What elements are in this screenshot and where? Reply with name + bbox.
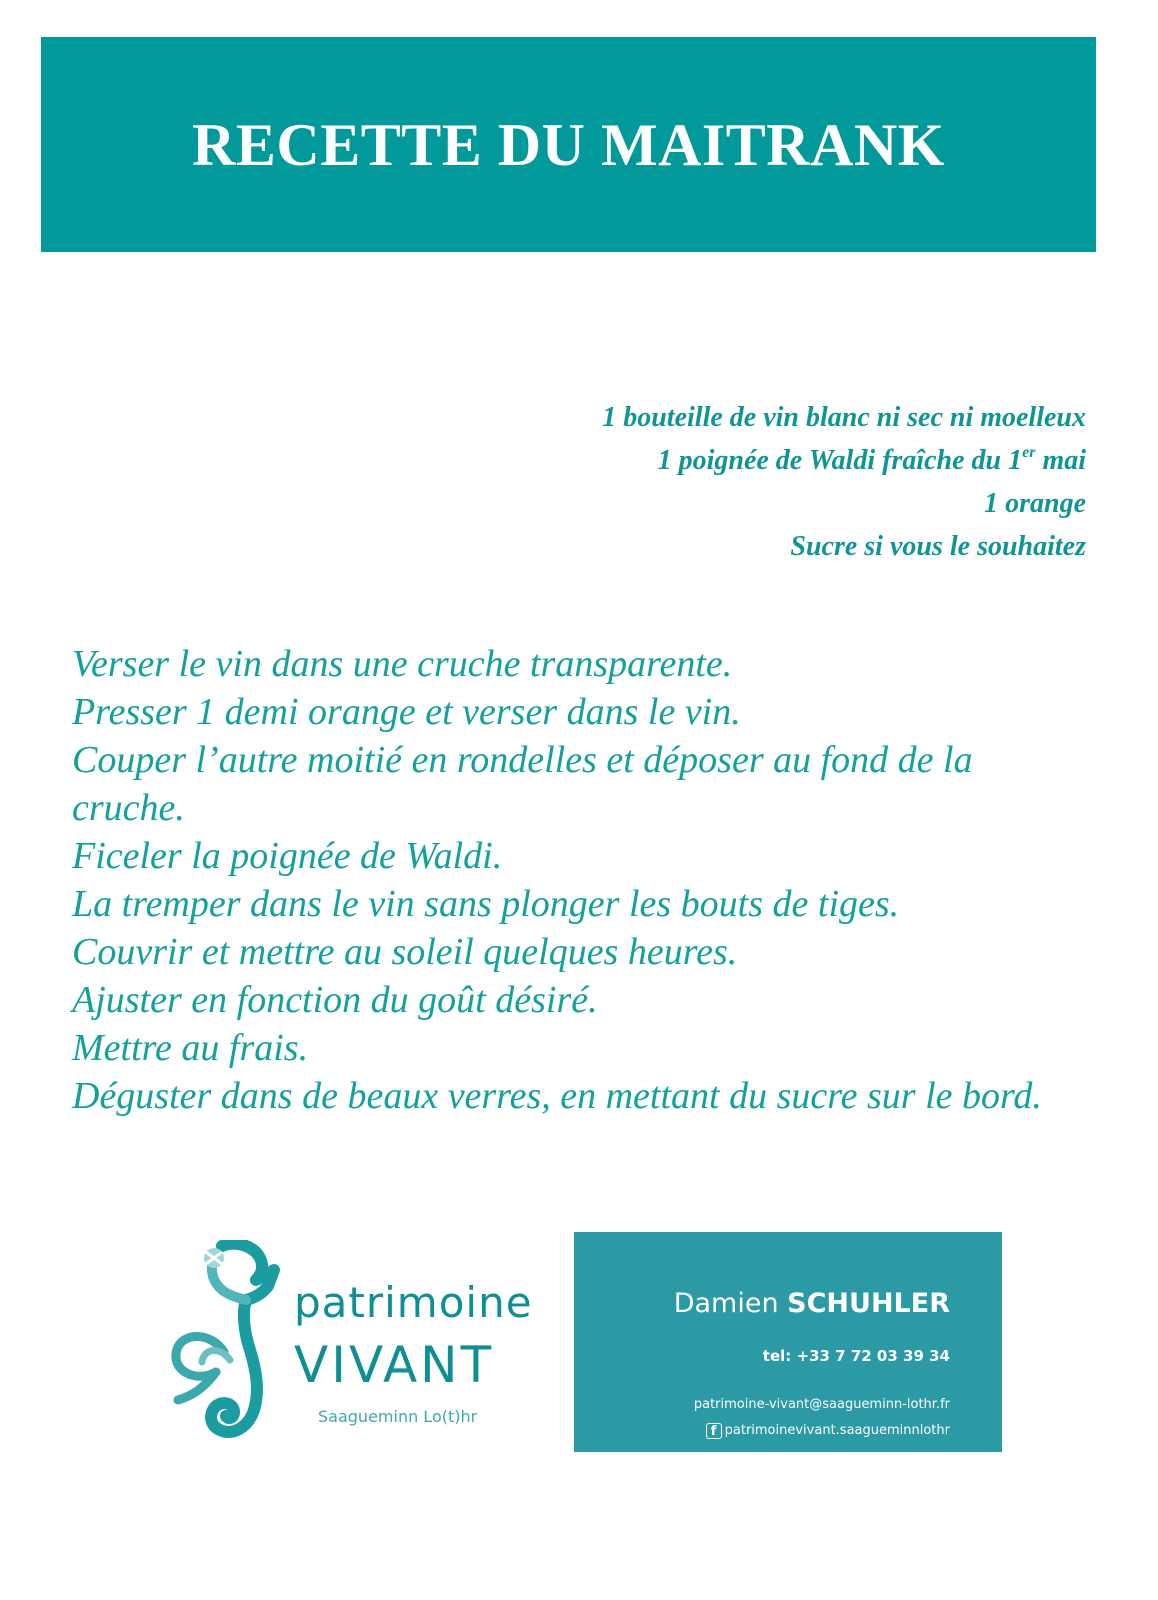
page-title: RECETTE DU MAITRANK (192, 112, 945, 178)
recipe-step: La tremper dans le vin sans plonger les bouts de tiges. (72, 883, 900, 925)
ingredients-list (602, 396, 1086, 568)
recipe-step: Presser 1 demi orange et verser dans le vin. (72, 691, 741, 733)
contact-last-name: SCHUHLER (787, 1288, 950, 1319)
ingredient-item (602, 439, 1086, 482)
ingredient-superscript: er (1022, 444, 1036, 461)
facebook-handle: patrimoinevivant.saagueminnlothr (724, 1423, 950, 1438)
logo-word-vivant: VIVANT (294, 1336, 495, 1394)
patrimoine-vivant-logo (170, 1240, 550, 1460)
title-banner (41, 37, 1096, 252)
recipe-step: Mettre au frais. (72, 1027, 309, 1069)
recipe-step: Couper l’autre moitié en rondelles et déposer au fond de la cruche. (72, 739, 973, 829)
contact-email[interactable]: patrimoine-vivant@saagueminn-lothr.fr (693, 1397, 950, 1412)
ingredient-item: 1 orange (984, 488, 1086, 519)
recipe-steps (72, 640, 1072, 1120)
contact-phone: tel: +33 7 72 03 39 34 (762, 1347, 950, 1365)
ingredient-text: 1 poignée de Waldi fraîche du 1 (657, 445, 1023, 476)
logo-subtitle: Saagueminn Lo(t)hr (318, 1407, 478, 1426)
recipe-step: Déguster dans de beaux verres, en mettant du sucre sur le bord. (72, 1075, 1042, 1117)
logo-word-patrimoine: patrimoine (294, 1278, 533, 1327)
recipe-step: Ficeler la poignée de Waldi. (72, 835, 503, 877)
contact-first-name: Damien (673, 1288, 779, 1319)
facebook-icon: f (706, 1423, 722, 1439)
ingredient-text-end: mai (1035, 445, 1086, 476)
contact-name (674, 1288, 950, 1320)
recipe-step: Ajuster en fonction du goût désiré. (72, 979, 598, 1021)
ingredient-item: Sucre si vous le souhaitez (790, 531, 1086, 562)
contact-facebook[interactable] (706, 1422, 950, 1440)
recipe-step: Couvrir et mettre au soleil quelques heures. (72, 931, 738, 973)
seahorse-heart-logo-icon (170, 1240, 290, 1460)
contact-card (574, 1232, 1002, 1452)
recipe-step: Verser le vin dans une cruche transparente. (72, 643, 733, 685)
ingredient-item: 1 bouteille de vin blanc ni sec ni moelleux (602, 402, 1086, 433)
